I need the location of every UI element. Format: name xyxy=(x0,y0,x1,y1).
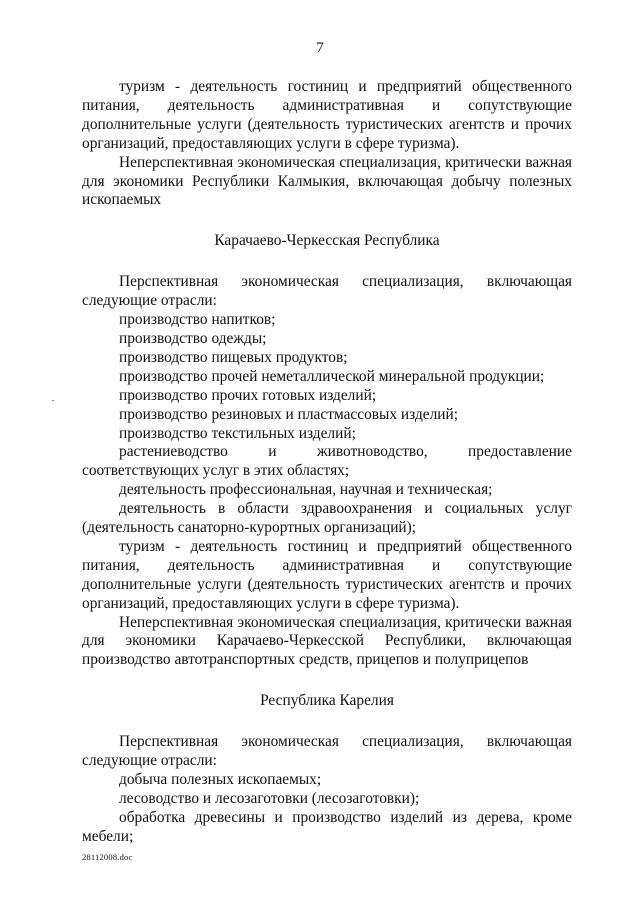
section-heading-kchr: Карачаево-Черкесская Республика xyxy=(214,232,440,250)
section-heading-karelia: Республика Карелия xyxy=(260,692,394,710)
list-item: обработка древесины и производство изделий из дерева, кроме мебели; xyxy=(82,808,572,845)
file-name-footer: 28112008.doc xyxy=(82,852,133,862)
list-item: добыча полезных ископаемых; xyxy=(119,771,322,788)
kchr-industry-list xyxy=(82,311,572,614)
list-item: деятельность в области здравоохранения и социальных услуг (деятельность санаторно-курортных организаций); xyxy=(82,500,572,537)
list-item: лесоводство и лесозаготовки (лесозаготовки); xyxy=(119,789,420,807)
scan-speck xyxy=(52,400,54,401)
kchr-non-prospective-paragraph: Неперспективная экономическая специализация, критически важная для экономики Карачаево-Черкесской Республики, включающая производство автотранспортных средств, прицепов и полуприцепов xyxy=(82,613,572,669)
list-item: производство резиновых и пластмассовых изделий; xyxy=(119,405,459,423)
intro-non-prospective-paragraph: Неперспективная экономическая специализация, критически важная для экономики Республики Калмыкия, включающая добычу полезных ископаемых xyxy=(82,153,572,209)
karelia-industry-list xyxy=(82,771,572,847)
list-item: туризм - деятельность гостиниц и предприятий общественного питания, деятельность административная и сопутствующие дополнительные услуги (деятельность туристических агентств и прочих организаций, предоставляющих услуги в сфере туризма). xyxy=(82,537,572,612)
karelia-lead-paragraph: Перспективная экономическая специализация, включающая следующие отрасли: xyxy=(82,733,572,770)
list-item: производство прочих готовых изделий; xyxy=(119,386,377,404)
document-body xyxy=(82,78,572,847)
list-item: производство прочей неметаллической минеральной продукции; xyxy=(119,367,545,385)
intro-tourism-paragraph: туризм - деятельность гостиниц и предприятий общественного питания, деятельность административная и сопутствующие дополнительные услуги (деятельность туристических агентств и прочих организаций, предоставляющих услуги в сфере туризма). xyxy=(82,78,572,152)
list-item: производство текстильных изделий; xyxy=(119,424,356,442)
list-item: деятельность профессиональная, научная и техническая; xyxy=(119,481,493,499)
list-item: производство одежды; xyxy=(119,329,267,347)
list-item: производство напитков; xyxy=(119,311,276,329)
list-item: производство пищевых продуктов; xyxy=(119,348,348,366)
kchr-lead-paragraph: Перспективная экономическая специализация, включающая следующие отрасли: xyxy=(82,273,572,310)
list-item: растениеводство и животноводство, предоставление соответствующих услуг в этих областях; xyxy=(82,443,572,480)
page-number: 7 xyxy=(316,40,324,56)
